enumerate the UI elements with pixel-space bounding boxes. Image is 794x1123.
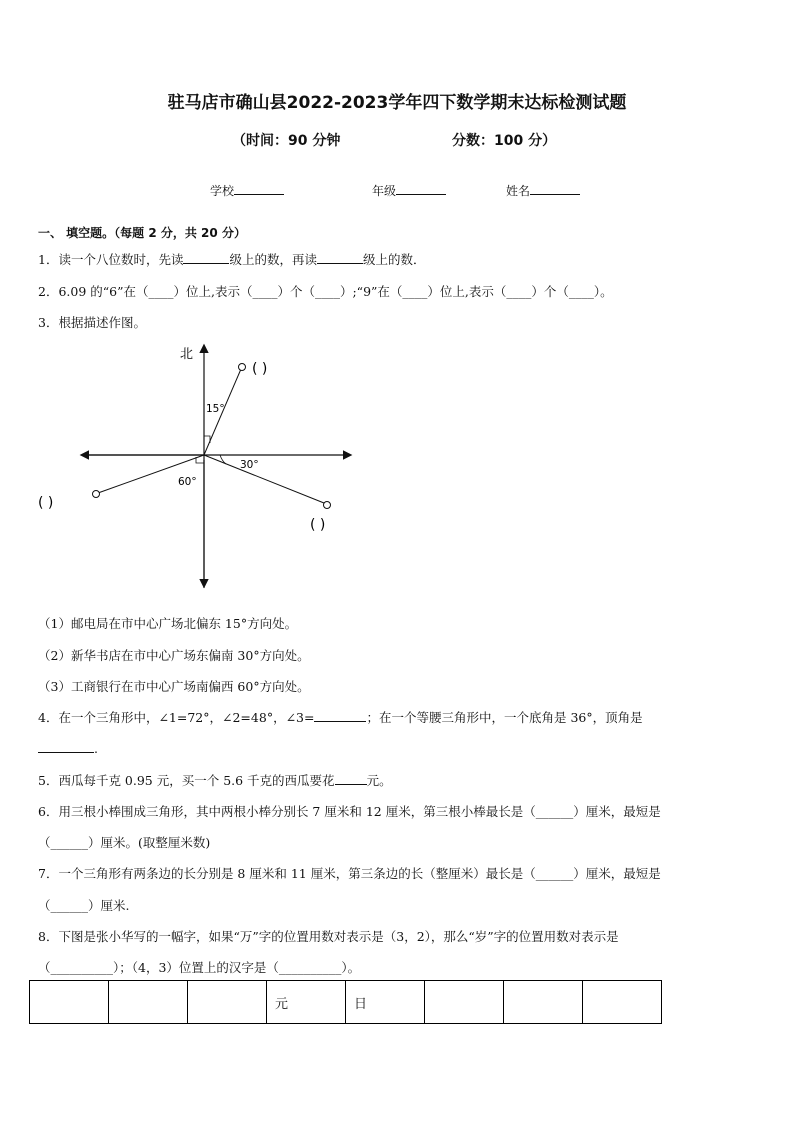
grid-cell: 日 [346, 981, 425, 1024]
q3-item-1: （1）邮电局在市中心广场北偏东 15°方向处。 [38, 616, 298, 631]
q4-blank-1[interactable] [314, 709, 366, 722]
grid-cell [425, 981, 504, 1024]
question-8-cont: （__________）；（4，3）位置上的汉字是（__________）。 [38, 960, 361, 975]
exam-time: （时间：90 分钟 [232, 133, 341, 149]
direction-diagram [30, 340, 370, 590]
bookstore-answer[interactable]: ( ) [310, 517, 326, 533]
q1-blank-2[interactable] [317, 251, 363, 264]
q4-blank-2[interactable] [38, 740, 94, 753]
north-label: 北 [180, 347, 194, 362]
q3-item-3: （3）工商银行在市中心广场南偏西 60°方向处。 [38, 679, 310, 694]
question-2: 2．6.09 的“6”在（____）位上,表示（____）个（____）;“9”在（____）位上,表示（____）个（____）。 [38, 284, 613, 299]
question-6-cont: （______）厘米。(取整厘米数) [38, 835, 211, 850]
q5-text-a: 5．西瓜每千克 0.95 元，买一个 5.6 千克的西瓜要花 [38, 773, 335, 788]
question-8: 8．下图是张小华写的一幅字，如果“万”字的位置用数对表示是（3，2），那么“岁”字的位置用数对表示是 [38, 929, 619, 944]
q4-text-b: ；在一个等腰三角形中，一个底角是 36°，顶角是 [366, 710, 643, 725]
post-office-point [239, 364, 246, 371]
school-label: 学校 [210, 184, 235, 198]
grid-cell [30, 981, 109, 1024]
school-field [210, 182, 284, 199]
name-label: 姓名 [506, 184, 531, 198]
question-7-cont: （______）厘米. [38, 898, 130, 913]
bookstore-ray [204, 455, 324, 503]
school-blank[interactable] [234, 182, 284, 195]
angle-30-label: 30° [240, 459, 259, 471]
q1-blank-1[interactable] [183, 251, 229, 264]
grid-cell [504, 981, 583, 1024]
name-blank[interactable] [530, 182, 580, 195]
q1-text-a: 1．读一个八位数时，先读 [38, 252, 184, 267]
q4-text-c: . [94, 741, 98, 756]
angle-15-label: 15° [206, 403, 225, 415]
grid-cell: 元 [267, 981, 346, 1024]
q5-blank[interactable] [335, 772, 367, 785]
bank-answer[interactable]: ( ) [38, 495, 54, 511]
bank-point [93, 491, 100, 498]
bookstore-point [324, 502, 331, 509]
post-office-answer[interactable]: ( ) [252, 361, 268, 377]
q3-item-2: （2）新华书店在市中心广场东偏南 30°方向处。 [38, 648, 310, 663]
question-1 [38, 250, 426, 268]
q1-text-b: 级上的数，再读 [229, 252, 317, 267]
section-heading: 一、 填空题。（每题 2 分，共 20 分） [38, 226, 246, 240]
question-4 [38, 708, 643, 726]
grid-cell [583, 981, 662, 1024]
grade-blank[interactable] [396, 182, 446, 195]
grid-cell [188, 981, 267, 1024]
q4-text-a: 4．在一个三角形中，∠1=72°，∠2=48°，∠3= [38, 710, 315, 725]
name-field [506, 182, 580, 199]
character-grid [29, 980, 662, 1024]
grade-field [372, 182, 446, 199]
question-4-cont [38, 740, 98, 756]
question-5 [38, 771, 392, 789]
grid-cell [109, 981, 188, 1024]
question-7: 7．一个三角形有两条边的长分别是 8 厘米和 11 厘米，第三条边的长（整厘米）最长是（______）厘米，最短是 [38, 866, 661, 881]
question-3: 3．根据描述作图。 [38, 315, 146, 330]
table-row [30, 981, 662, 1024]
angle-60-label: 60° [178, 476, 197, 488]
exam-score: 分数：100 分） [452, 133, 557, 149]
q1-text-c: 级上的数． [362, 252, 426, 267]
q5-text-b: 元。 [366, 773, 392, 788]
grade-label: 年级 [372, 184, 397, 198]
page-title: 驻马店市确山县2022-2023学年四下数学期末达标检测试题 [167, 93, 627, 113]
question-6: 6．用三根小棒围成三角形，其中两根小棒分别长 7 厘米和 12 厘米，第三根小棒最长是（______）厘米，最短是 [38, 804, 661, 819]
